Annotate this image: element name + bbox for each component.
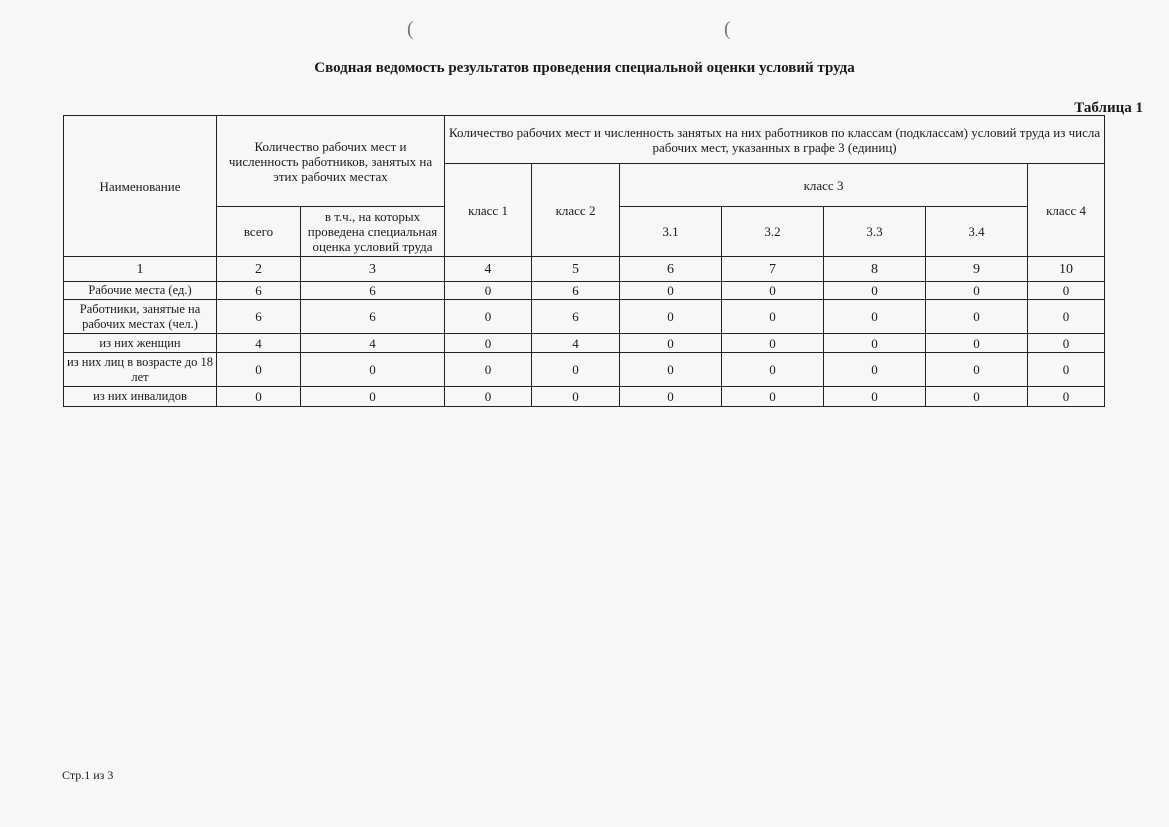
header-sub-3-4: 3.4 [926,207,1028,257]
table-cell: 4 [532,334,620,353]
header-sub-3-2: 3.2 [722,207,824,257]
table-cell: 6 [301,282,445,300]
table-cell: 0 [1028,387,1105,407]
table-cell: 0 [824,300,926,334]
column-number: 2 [217,257,301,282]
table-cell: 0 [926,300,1028,334]
table-cell: 0 [532,387,620,407]
table-cell: 0 [620,282,722,300]
column-number: 10 [1028,257,1105,282]
header-class3: класс 3 [620,164,1028,207]
table-cell: 0 [926,353,1028,387]
table-cell: 4 [217,334,301,353]
table-cell: 6 [532,282,620,300]
table-cell: 0 [217,353,301,387]
table-cell: 0 [722,282,824,300]
column-number: 6 [620,257,722,282]
header-class2: класс 2 [532,164,620,257]
table-cell: 0 [926,334,1028,353]
column-number: 5 [532,257,620,282]
header-assessed: в т.ч., на которых проведена специальная оценка условий труда [301,207,445,257]
header-class1: класс 1 [445,164,532,257]
table-label: Таблица 1 [1074,100,1143,116]
header-class4: класс 4 [1028,164,1105,257]
table-cell: 0 [620,353,722,387]
row-label: из них лиц в возрасте до 18 лет [64,353,217,387]
table-cell: 0 [1028,334,1105,353]
table-cell: 0 [217,387,301,407]
table-cell: 6 [217,282,301,300]
table-cell: 6 [532,300,620,334]
table-cell: 0 [926,387,1028,407]
table-cell: 0 [532,353,620,387]
table-cell: 0 [1028,353,1105,387]
row-label: Рабочие места (ед.) [64,282,217,300]
table-cell: 0 [620,387,722,407]
table-cell: 0 [620,334,722,353]
header-classes-group: Количество рабочих мест и численность занятых на них работников по классам (подклассам) условий труда из числа рабочих мест, указанных в графе 3 (единиц) [445,116,1105,164]
header-sub-3-1: 3.1 [620,207,722,257]
table-cell: 0 [445,282,532,300]
scan-mark-left: ( [407,18,414,40]
table-cell: 0 [301,353,445,387]
table-row [64,300,1105,334]
table-cell: 0 [445,387,532,407]
table-cell: 0 [1028,282,1105,300]
column-number: 9 [926,257,1028,282]
table-row [64,353,1105,387]
table-cell: 0 [445,300,532,334]
table-cell: 0 [620,300,722,334]
column-number: 4 [445,257,532,282]
row-label: из них инвалидов [64,387,217,407]
scan-mark-right: ( [724,18,731,40]
page-footer: Стр.1 из 3 [62,768,114,782]
document-title: Сводная ведомость результатов проведения специальной оценки условий труда [314,60,855,76]
table-cell: 0 [1028,300,1105,334]
table-cell: 0 [722,300,824,334]
table-cell: 0 [824,387,926,407]
table-cell: 0 [824,334,926,353]
row-label: Работники, занятые на рабочих местах (чел.) [64,300,217,334]
column-number: 1 [64,257,217,282]
table-cell: 6 [217,300,301,334]
table-cell: 6 [301,300,445,334]
table-cell: 0 [445,353,532,387]
table-cell: 0 [926,282,1028,300]
header-name: Наименование [64,116,217,257]
table-cell: 0 [445,334,532,353]
table-cell: 0 [722,334,824,353]
table-cell: 0 [824,282,926,300]
column-number: 8 [824,257,926,282]
column-number: 7 [722,257,824,282]
table-cell: 0 [722,387,824,407]
column-numbers-row [64,257,1105,282]
summary-table [63,115,1105,407]
column-number: 3 [301,257,445,282]
table-row [64,282,1105,300]
table-cell: 0 [301,387,445,407]
header-workplaces-group: Количество рабочих мест и численность работников, занятых на этих рабочих местах [217,116,445,207]
table-cell: 0 [824,353,926,387]
header-sub-3-3: 3.3 [824,207,926,257]
table-cell: 0 [722,353,824,387]
row-label: из них женщин [64,334,217,353]
header-total: всего [217,207,301,257]
table-row [64,387,1105,407]
table-cell: 4 [301,334,445,353]
table-row [64,334,1105,353]
